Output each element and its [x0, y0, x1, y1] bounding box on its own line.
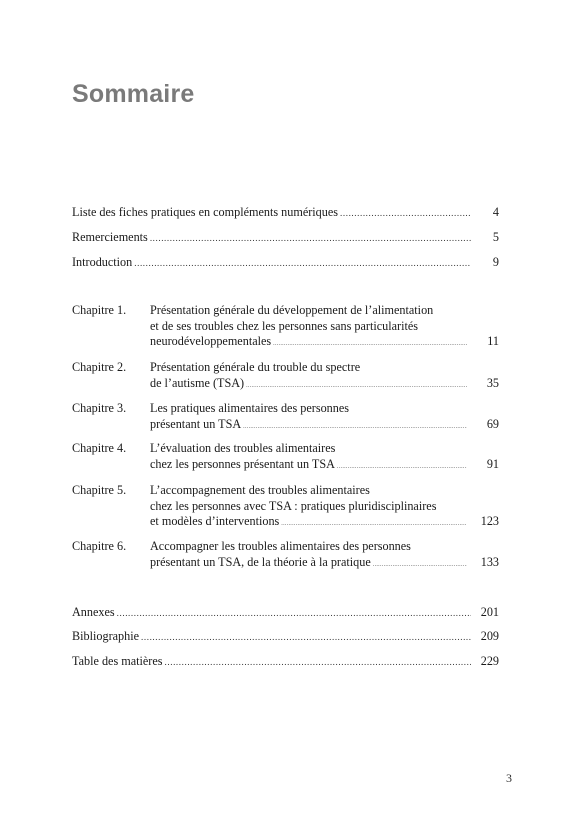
toc-entry-introduction[interactable] — [72, 255, 499, 271]
chapter-title-line: et de ses troubles chez les personnes sans particularités — [150, 318, 419, 333]
chapter-label: Chapitre 1. — [72, 303, 127, 317]
leader-dots — [373, 558, 467, 574]
toc-entry-table-des-matieres[interactable] — [72, 654, 499, 670]
toc-entry-remerciements[interactable] — [72, 230, 499, 246]
chapter-label: Chapitre 2. — [72, 360, 127, 374]
leader-dots — [337, 460, 467, 476]
toc-entry-label: Table des matières — [72, 654, 163, 668]
toc-entry-page: 5 — [492, 230, 499, 244]
chapter-title-line: Présentation générale du développement de l’alimentation — [150, 303, 434, 317]
chapter-title-line: Accompagner les troubles alimentaires des personnes — [150, 539, 411, 553]
toc-entry-page: 4 — [492, 205, 499, 219]
leader-dots — [246, 379, 467, 395]
leader-dots — [117, 606, 471, 621]
leader-dots — [243, 420, 467, 436]
chapter-title-line: de l’autisme (TSA) — [150, 375, 245, 390]
chapter-page: 123 — [480, 514, 499, 529]
page-title: Sommaire — [72, 80, 195, 108]
chapter-label: Chapitre 4. — [72, 441, 127, 455]
toc-entry-page: 209 — [480, 629, 499, 643]
chapter-title-line: L’évaluation des troubles alimentaires — [150, 441, 336, 455]
toc-entry-annexes[interactable] — [72, 605, 499, 621]
chapter-title-line: L’accompagnement des troubles alimentaires — [150, 483, 370, 497]
toc-entry-bibliographie[interactable] — [72, 629, 499, 645]
chapter-title-line: et modèles d’interventions — [150, 514, 280, 529]
chapter-title-line: neurodéveloppementales — [150, 334, 272, 349]
leader-dots — [150, 231, 471, 246]
toc-entry-page: 9 — [492, 255, 499, 269]
leader-dots — [340, 206, 471, 221]
chapter-page: 11 — [487, 334, 499, 349]
chapter-label: Chapitre 5. — [72, 483, 127, 497]
chapter-title-line: Les pratiques alimentaires des personnes — [150, 401, 349, 415]
chapter-title-line: chez les personnes avec TSA : pratiques pluridisciplinaires — [150, 498, 437, 513]
chapter-title-line: chez les personnes présentant un TSA — [150, 456, 335, 471]
toc-entry-fiches[interactable] — [72, 205, 499, 221]
toc-entry-label: Annexes — [72, 605, 115, 619]
leader-dots — [281, 517, 467, 533]
chapter-page: 69 — [486, 416, 499, 431]
leader-dots — [134, 256, 471, 271]
toc-entry-label: Remerciements — [72, 230, 148, 244]
chapter-title-line: présentant un TSA — [150, 416, 242, 431]
toc-entry-label: Bibliographie — [72, 629, 140, 643]
chapter-label: Chapitre 3. — [72, 401, 127, 415]
chapter-title-line: Présentation générale du trouble du spectre — [150, 360, 361, 374]
toc-entry-page: 201 — [480, 605, 499, 619]
chapter-title-line: présentant un TSA, de la théorie à la pratique — [150, 554, 371, 569]
chapter-page: 133 — [480, 554, 499, 569]
chapter-page: 91 — [486, 456, 499, 471]
toc-entry-label: Liste des fiches pratiques en compléments numériques — [72, 205, 339, 219]
leader-dots — [141, 630, 471, 645]
chapter-label: Chapitre 6. — [72, 539, 127, 553]
leader-dots — [273, 337, 467, 353]
leader-dots — [165, 655, 471, 670]
toc-entry-page: 229 — [480, 654, 499, 668]
toc-entry-label: Introduction — [72, 255, 133, 269]
page-number: 3 — [506, 771, 512, 785]
chapter-page: 35 — [486, 375, 499, 390]
